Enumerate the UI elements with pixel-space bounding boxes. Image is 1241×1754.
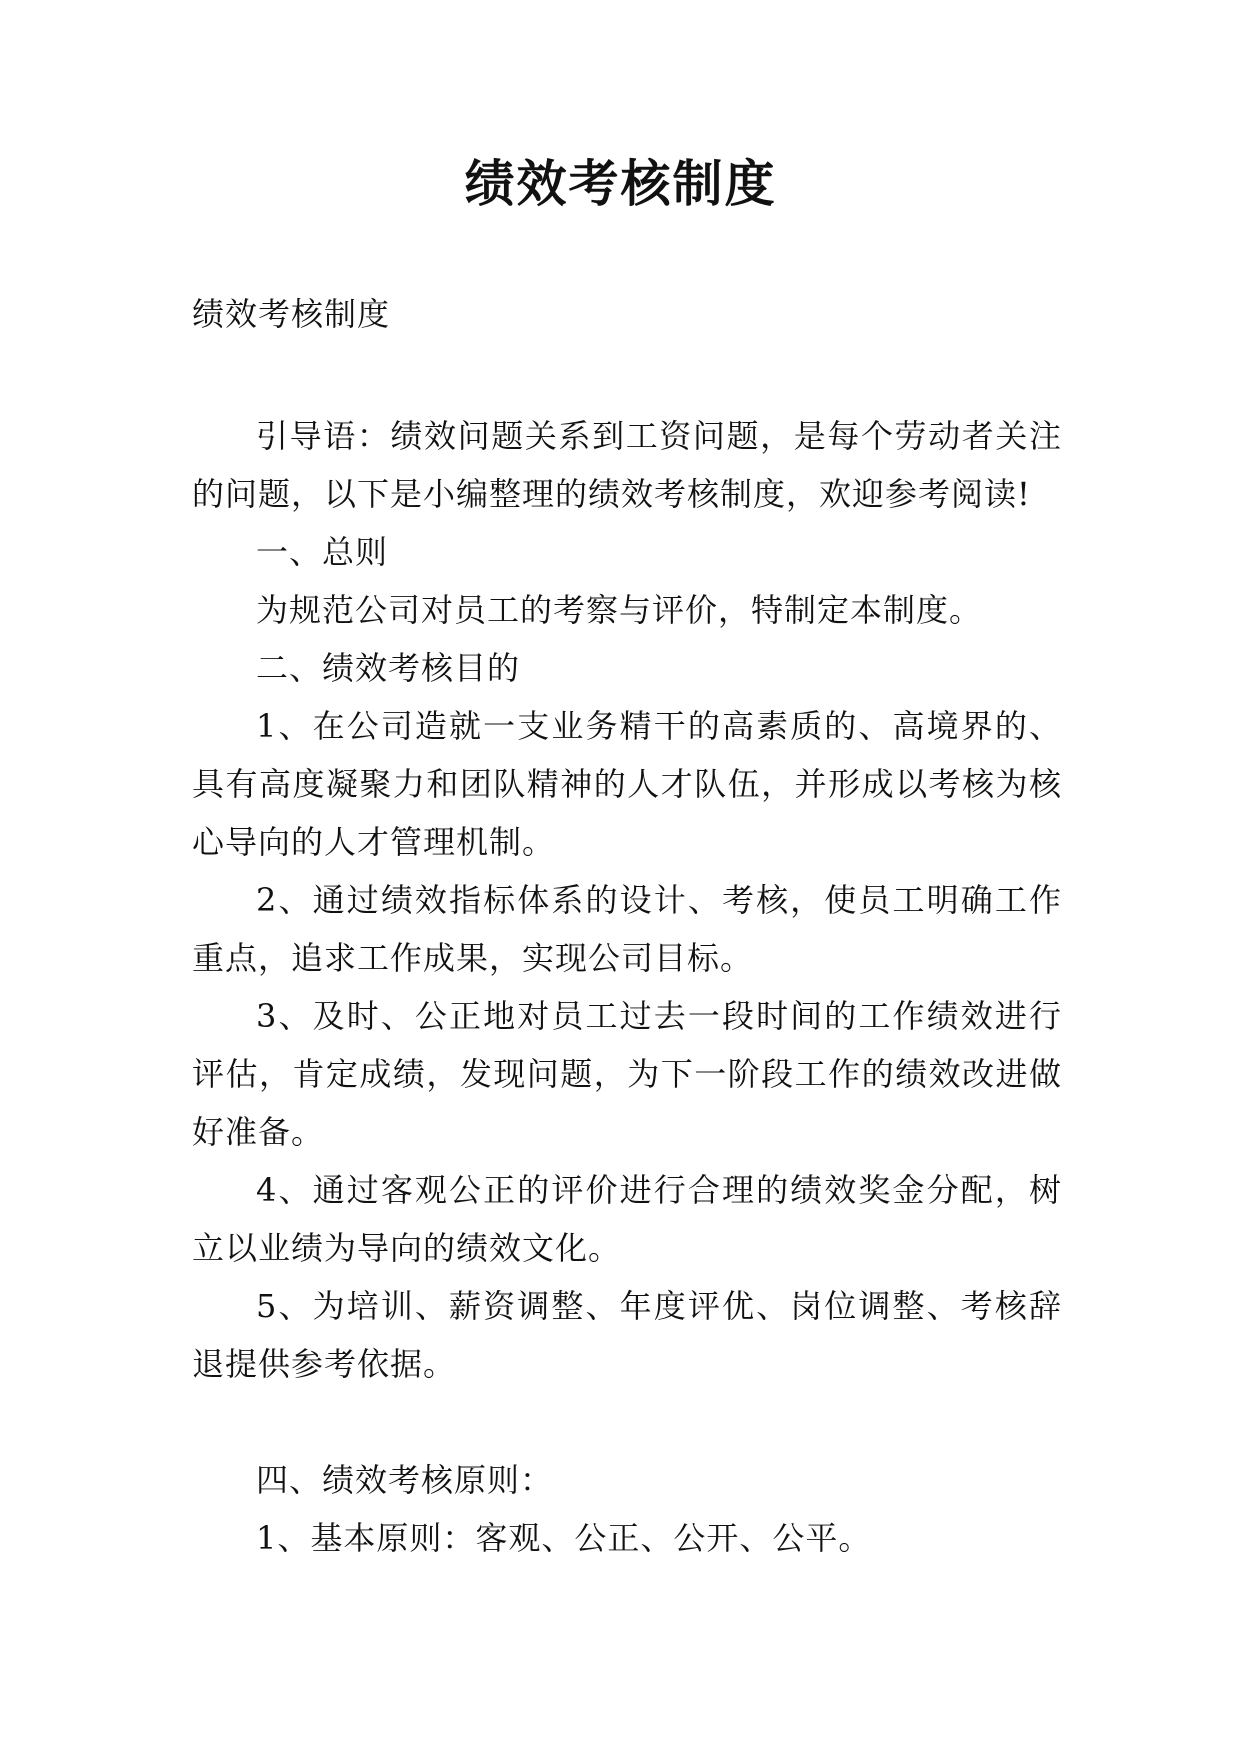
- document-subtitle: 绩效考核制度: [192, 295, 391, 333]
- document-body: [192, 407, 1062, 1567]
- section-heading-purpose: 二、绩效考核目的: [256, 649, 521, 687]
- purpose-item-3: 3、及时、公正地对员工过去一段时间的工作绩效进行评估，肯定成绩，发现问题，为下一阶段工作的绩效改进做好准备。: [192, 997, 1062, 1151]
- section-heading-principles: 四、绩效考核原则：: [256, 1461, 554, 1499]
- general-paragraph: 为规范公司对员工的考察与评价，特制定本制度。: [256, 591, 983, 629]
- purpose-item-4: 4、通过客观公正的评价进行合理的绩效奖金分配，树立以业绩为导向的绩效文化。: [192, 1171, 1062, 1267]
- document-title: 绩效考核制度: [464, 155, 777, 213]
- blank-line: [192, 1393, 1062, 1451]
- principle-item-1: 1、基本原则：客观、公正、公开、公平。: [256, 1519, 872, 1557]
- purpose-item-2: 2、通过绩效指标体系的设计、考核，使员工明确工作重点，追求工作成果，实现公司目标。: [192, 881, 1062, 977]
- section-heading-general: 一、总则: [256, 533, 389, 571]
- purpose-item-1: 1、在公司造就一支业务精干的高素质的、高境界的、具有高度凝聚力和团队精神的人才队伍，并形成以考核为核心导向的人才管理机制。: [192, 707, 1062, 861]
- purpose-item-5: 5、为培训、薪资调整、年度评优、岗位调整、考核辞退提供参考依据。: [192, 1287, 1062, 1383]
- intro-paragraph: 引导语：绩效问题关系到工资问题，是每个劳动者关注的问题，以下是小编整理的绩效考核制度，欢迎参考阅读!: [192, 417, 1062, 513]
